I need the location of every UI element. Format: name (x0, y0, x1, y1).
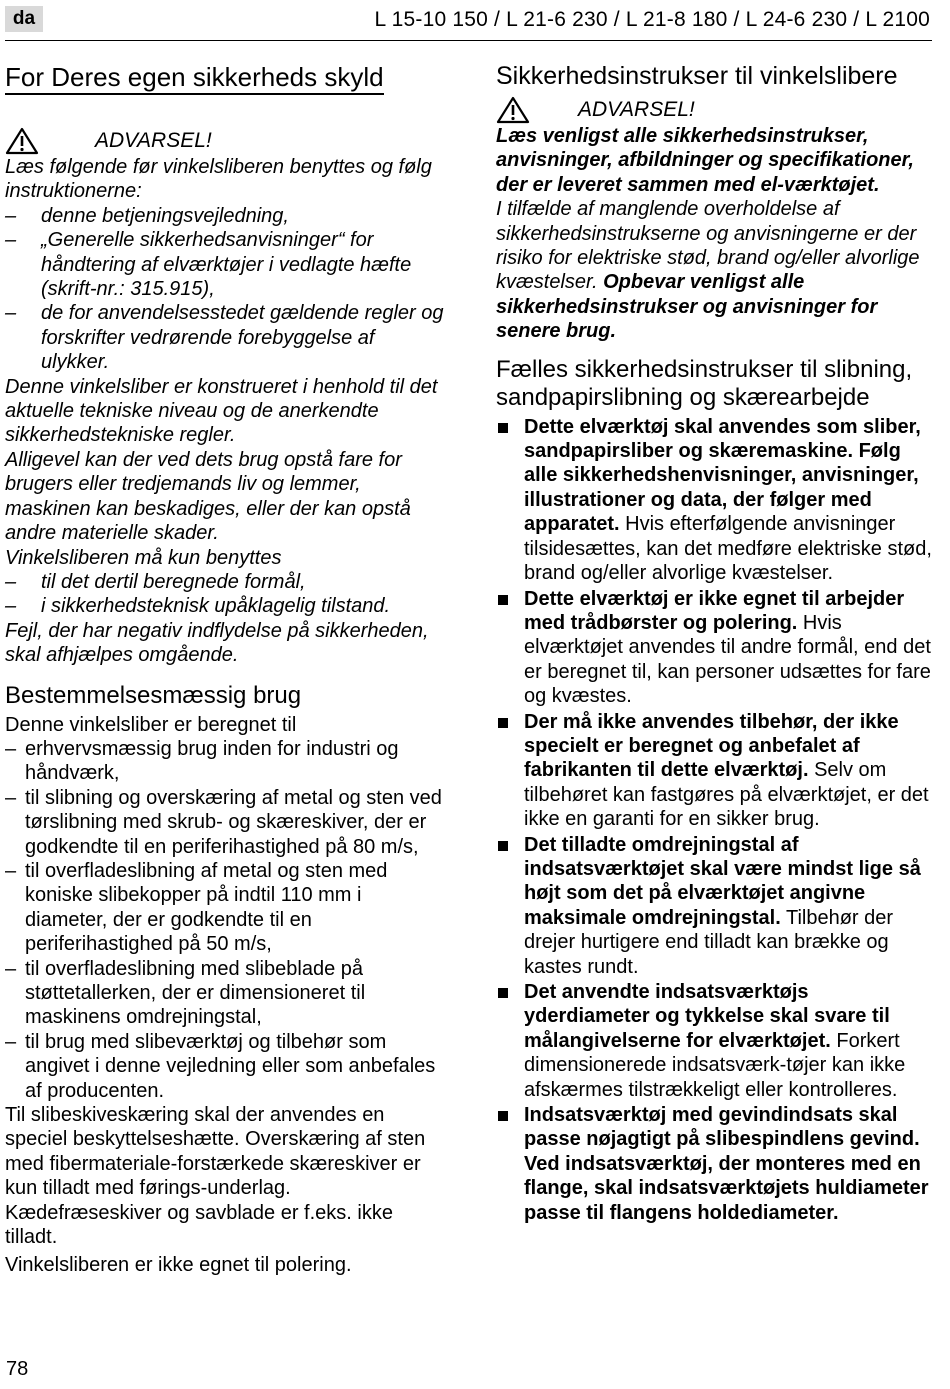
intended-use-intro: Denne vinkelsliber er beregnet til (5, 713, 297, 736)
left-column (5, 62, 445, 1278)
section-title-intended-use: Bestemmelsesmæssig brug (5, 681, 302, 709)
intended-use-item: – erhvervsmæssig brug inden for industri og håndværk, (5, 737, 445, 786)
safety-bullet: Det tilladte omdrejningstal af indsatsværktøjet skal være mindst lige så højt som det på elværktøjet angivne maksimale omdrejningstal. Tilbehør der drejer hurtigere end tilladt kan brække og kastes rundt. (496, 833, 932, 979)
intro-list-item: – „Generelle sikkerhedsanvisninger“ for håndtering af elværktøjer i vedlagte hæfte (skrift-nr.: 315.915), (5, 228, 445, 301)
paragraph: Til slibeskiveskæring skal der anvendes en speciel beskyttelseshætte. Overskæring af sten med fibermateriale-forstærkede skæreskiver er kun tilladt med førings-underlag. Kædefræseskiver og savblade er f.eks. ikke tilladt. (5, 1104, 426, 1249)
warning-heading (5, 127, 445, 155)
language-badge: da (5, 6, 43, 32)
use-list-item: – i sikkerhedsteknisk upåklagelig tilstand. (5, 594, 445, 618)
section-title-safety: For Deres egen sikkerheds skyld (5, 62, 384, 95)
warning-label: ADVARSEL! (578, 97, 695, 121)
intended-use-item: – til slibning og overskæring af metal og sten ved tørslibning med skrub- og skæreskiver, der er godkendte til en periferihastighed på 80 m/s, (5, 786, 445, 859)
intended-use-item: – til overfladeslibning med slibeblade på støttetallerken, der er dimensioneret til maskinens omdrejningstal, (5, 957, 445, 1030)
warning-bold-text: Læs venligst alle sikkerhedsinstrukser, anvisninger, afbildninger og specifikationer, der er leveret sammen med el-værktøjet. (496, 125, 914, 196)
safety-bullet: Dette elværktøj skal anvendes som sliber, sandpapirsliber og skæremaskine. Følg alle sikkerhedshenvisninger, anvisninger, illustrationer og data, der følger med apparatet. Hvis efterfølgende anvisninger tilsidesættes, kan det medføre elektriske stød, brand og/eller alvorlige kvæstelser. (496, 415, 932, 586)
paragraph: Fejl, der har negativ indflydelse på sikkerheden, skal afhjælpes omgående. (5, 619, 429, 667)
section-title-common-instructions: Fælles sikkerhedsinstrukser til slibning, sandpapirslibning og skærearbejde (496, 355, 913, 411)
use-list-item: – til det dertil beregnede formål, (5, 570, 445, 594)
paragraph: Denne vinkelsliber er konstrueret i henhold til det aktuelle tekniske niveau og de anerkendte sikkerhedstekniske regler. (5, 375, 438, 447)
paragraph: Vinkelsliberen må kun benyttes (5, 546, 282, 569)
intended-use-item: – til brug med slibeværktøj og tilbehør som angivet i denne vejledning eller som anbefales af producenten. (5, 1030, 445, 1103)
page-number: 78 (6, 1358, 29, 1380)
intended-use-item: – til overfladeslibning af metal og sten med koniske slibekopper på indtil 110 mm i diameter, der er godkendte til en periferihastighed på 50 m/s, (5, 859, 445, 957)
warning-text (496, 197, 932, 343)
warning-heading (496, 96, 932, 124)
intro-text: Læs følgende før vinkelsliberen benyttes og følg instruktionerne: (5, 156, 432, 203)
section-title-angle-grinder-safety: Sikkerhedsinstrukser til vinkelslibere (496, 62, 898, 90)
safety-bullet: Indsatsværktøj med gevindindsats skal passe nøjagtigt på slibespindlens gevind. Ved indsatsværktøj, der monteres med en flange, skal indsatsværktøjets huldiameter passe til flangens holdediameter. (496, 1103, 932, 1225)
warning-label: ADVARSEL! (95, 128, 212, 152)
paragraph: Vinkelsliberen er ikke egnet til polering. (5, 1254, 352, 1277)
safety-bullet: Det anvendte indsatsværktøjs yderdiameter og tykkelse skal svare til målangivelserne for elværktøjet. Forkert dimensionerede indsatsværk-tøjer kan ikke afskærmes tilstrækkeligt eller kontrolleres. (496, 980, 932, 1102)
safety-bullet: Dette elværktøj er ikke egnet til arbejder med trådbørster og polering. Hvis elværktøjet anvendes til andre formål, end det er beregnet til, kan personer udsættes for fare og kvæstes. (496, 587, 932, 709)
intro-list-item: – denne betjeningsvejledning, (5, 204, 445, 228)
model-header: L 15-10 150 / L 21-6 230 / L 21-8 180 / L 24-6 230 / L 2100 (374, 8, 930, 31)
intro-list-item: – de for anvendelsesstedet gældende regler og forskrifter vedrørende forebyggelse af ulykker. (5, 301, 445, 374)
warning-triangle-icon (5, 127, 39, 155)
warning-triangle-icon (496, 96, 530, 124)
right-column (496, 62, 932, 1226)
warning-text-keep: Opbevar venligst alle sikkerhedsinstrukser og anvisninger for senere brug. (496, 271, 878, 343)
warning-text-body: I tilfælde af manglende overholdelse af sikkerhedsinstrukserne og anvisningerne er der risiko for elektriske stød, brand og/eller alvorlige kvæstelser. (496, 198, 920, 294)
safety-bullet: Der må ikke anvendes tilbehør, der ikke specielt er beregnet og anbefalet af fabrikanten til dette elværktøj. Selv om tilbehøret kan fastgøres på elværktøjet, er det ikke en garanti for en sikker brug. (496, 710, 932, 832)
header-rule (5, 40, 932, 41)
paragraph: Alligevel kan der ved dets brug opstå fare for brugers eller tredjemands liv og lemmer, maskinen kan beskadiges, eller der kan opstå andre materielle skader. (5, 448, 411, 545)
